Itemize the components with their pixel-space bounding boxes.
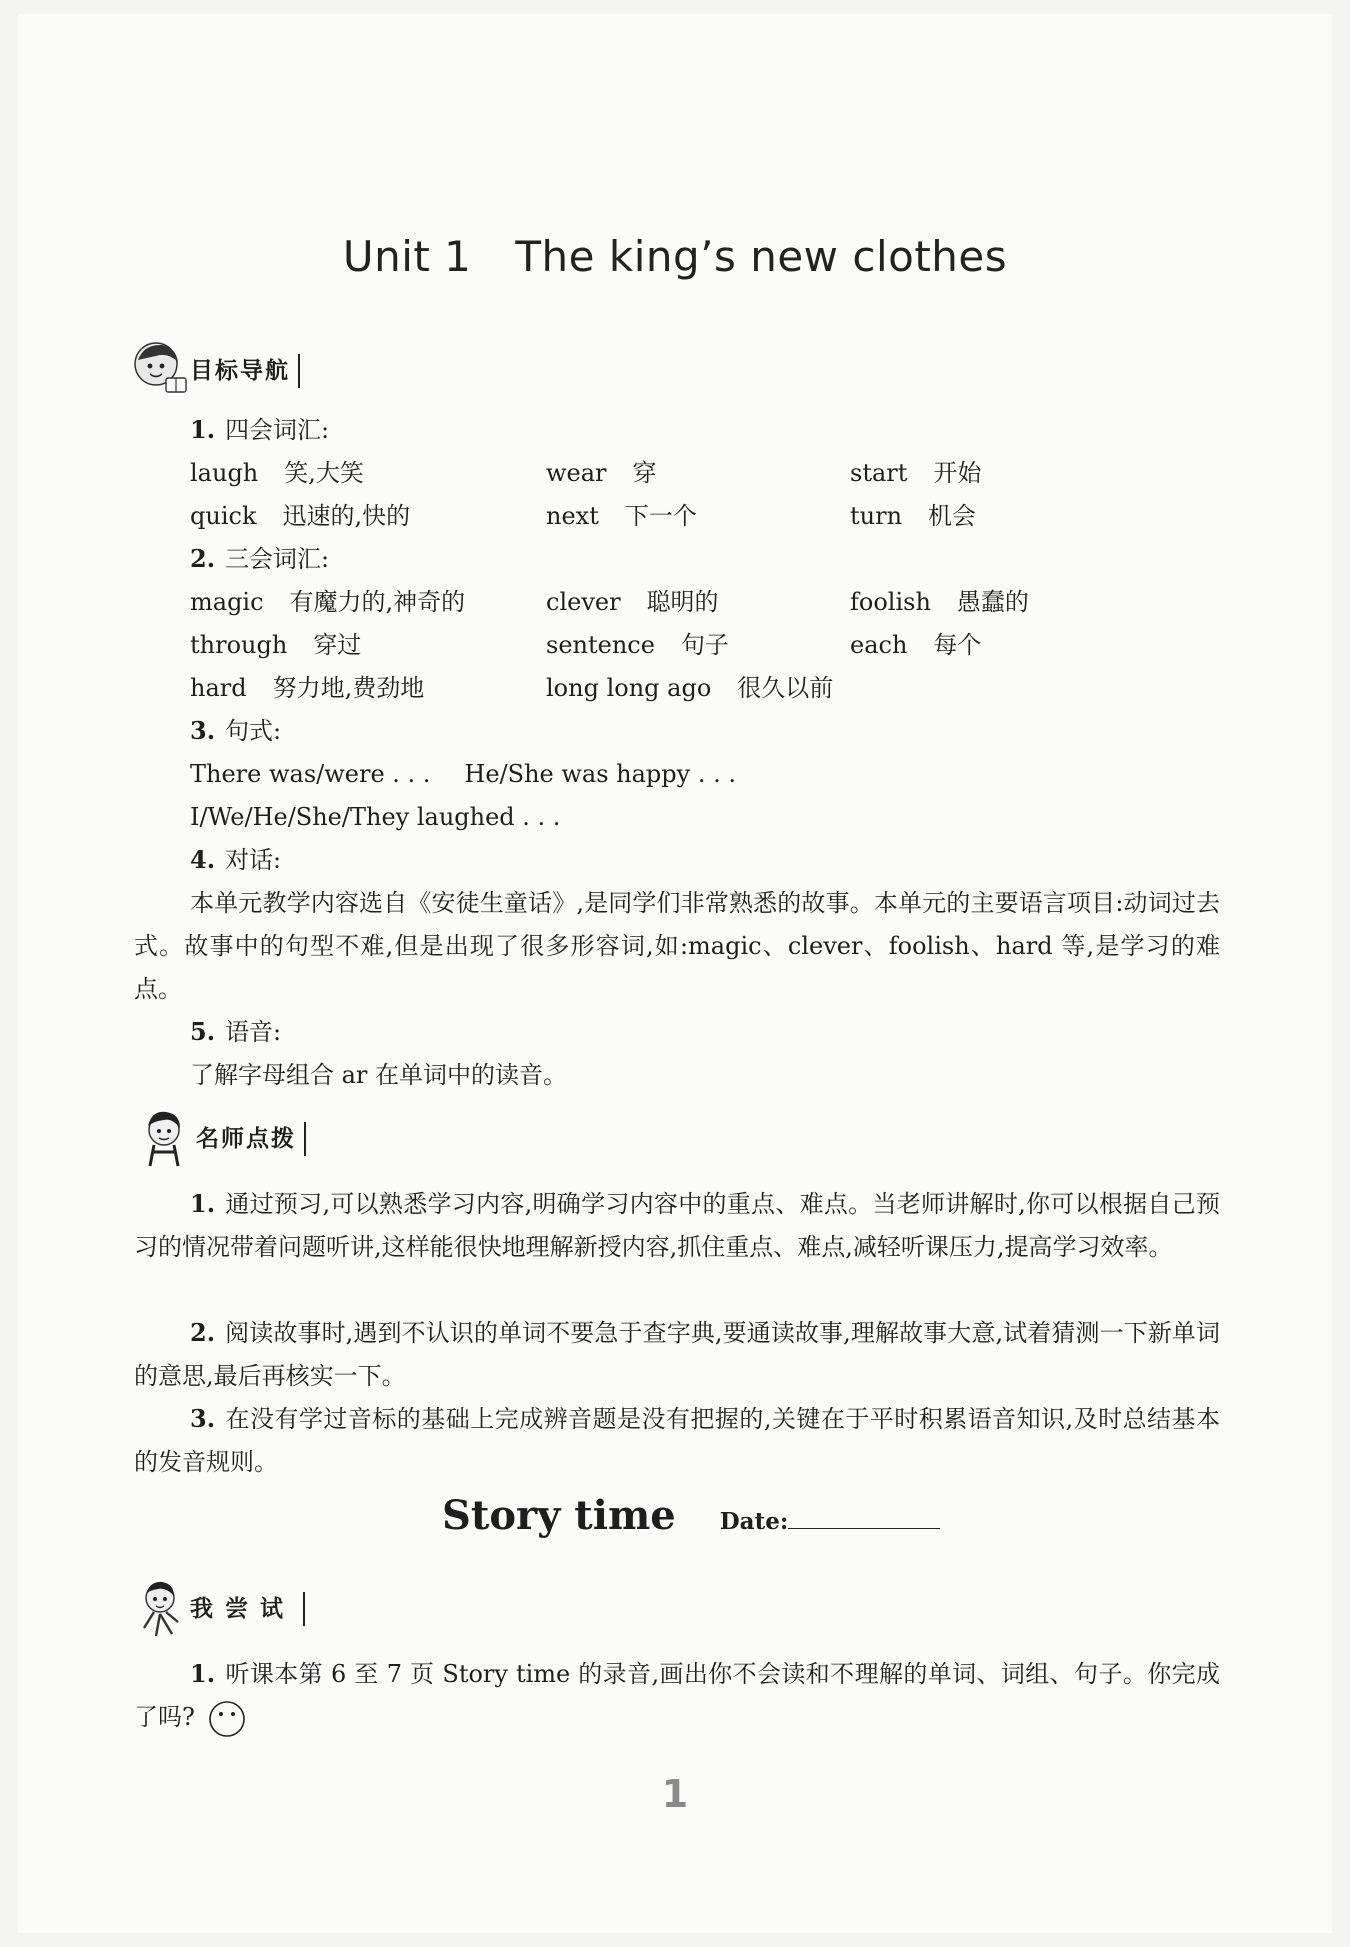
vocab-item: hard 努力地,费劲地 xyxy=(190,674,425,702)
vocab-item: sentence 句子 xyxy=(546,631,729,659)
vocab-item: through 穿过 xyxy=(190,631,362,659)
vocab-item: clever 聪明的 xyxy=(546,588,719,616)
vocab-item: foolish 愚蠢的 xyxy=(850,588,1029,616)
date-label: Date: xyxy=(719,1508,789,1535)
smiley-face-icon xyxy=(207,1699,247,1739)
section-title-goals: 目标导航 xyxy=(190,354,300,388)
section-header-tips xyxy=(138,1108,438,1172)
vocab4-heading: 1. 四会词汇: xyxy=(190,415,330,444)
pattern-line: I/We/He/She/They laughed . . . xyxy=(190,803,561,831)
vocab-item: next 下一个 xyxy=(546,502,697,530)
section-title-try: 我尝试 xyxy=(190,1592,305,1626)
vocab-item: wear 穿 xyxy=(546,459,657,487)
vocab-item: quick 迅速的,快的 xyxy=(190,502,411,530)
tip-paragraph: 3. 在没有学过音标的基础上完成辨音题是没有把握的,关键在于平时积累语音知识,及时总结基本的发音规则。 xyxy=(134,1404,1220,1476)
vocab-item: each 每个 xyxy=(850,631,982,659)
phonics-text: 了解字母组合 ar 在单词中的读音。 xyxy=(190,1061,568,1089)
section-header-try xyxy=(132,1578,432,1642)
pattern-line: There was/were . . . He/She was happy . . . xyxy=(190,760,736,788)
dialogue-heading: 4. 对话: xyxy=(190,845,282,874)
phonics-heading: 5. 语音: xyxy=(190,1017,282,1046)
vocab-item: start 开始 xyxy=(850,459,982,487)
vocab-item: laugh 笑,大笑 xyxy=(190,459,364,487)
vocab-item: long long ago 很久以前 xyxy=(546,674,834,702)
tip-paragraph: 1. 通过预习,可以熟悉学习内容,明确学习内容中的重点、难点。当老师讲解时,你可以根据自己预习的情况带着问题听讲,这样能很快地理解新授内容,抓住重点、难点,减轻听课压力,提高学习效率。 xyxy=(134,1189,1220,1261)
story-time-header xyxy=(442,1492,940,1539)
section-header-goals xyxy=(132,340,432,404)
vocab3-heading: 2. 三会词汇: xyxy=(190,544,330,573)
mascot-reading-icon xyxy=(132,340,194,402)
pattern-heading: 3. 句式: xyxy=(190,716,282,745)
unit-number: Unit 1 xyxy=(342,232,472,281)
vocab-item: magic 有魔力的,神奇的 xyxy=(190,588,466,616)
unit-title xyxy=(0,232,1350,281)
date-blank[interactable] xyxy=(788,1524,940,1529)
mascot-teacher-icon xyxy=(138,1108,200,1170)
mascot-runner-icon xyxy=(132,1578,194,1640)
vocab-item: turn 机会 xyxy=(850,502,977,530)
try-item-1: 1. 听课本第 6 至 7 页 Story time 的录音,画出你不会读和不理解的单词、词组、句子。你完成了吗? xyxy=(134,1652,1220,1739)
dialogue-paragraph: 本单元教学内容选自《安徒生童话》,是同学们非常熟悉的故事。本单元的主要语言项目:动词过去式。故事中的句型不难,但是出现了很多形容词,如:magic、clever、foolish、hard 等,是学习的难点。 xyxy=(134,889,1220,1003)
story-time-title: Story time xyxy=(442,1492,676,1539)
section-title-tips: 名师点拨 xyxy=(196,1122,306,1156)
unit-name: The king’s new clothes xyxy=(515,232,1008,281)
tip-paragraph: 2. 阅读故事时,遇到不认识的单词不要急于查字典,要通读故事,理解故事大意,试着猜测一下新单词的意思,最后再核实一下。 xyxy=(134,1318,1220,1390)
page-number: 1 xyxy=(661,1772,689,1816)
